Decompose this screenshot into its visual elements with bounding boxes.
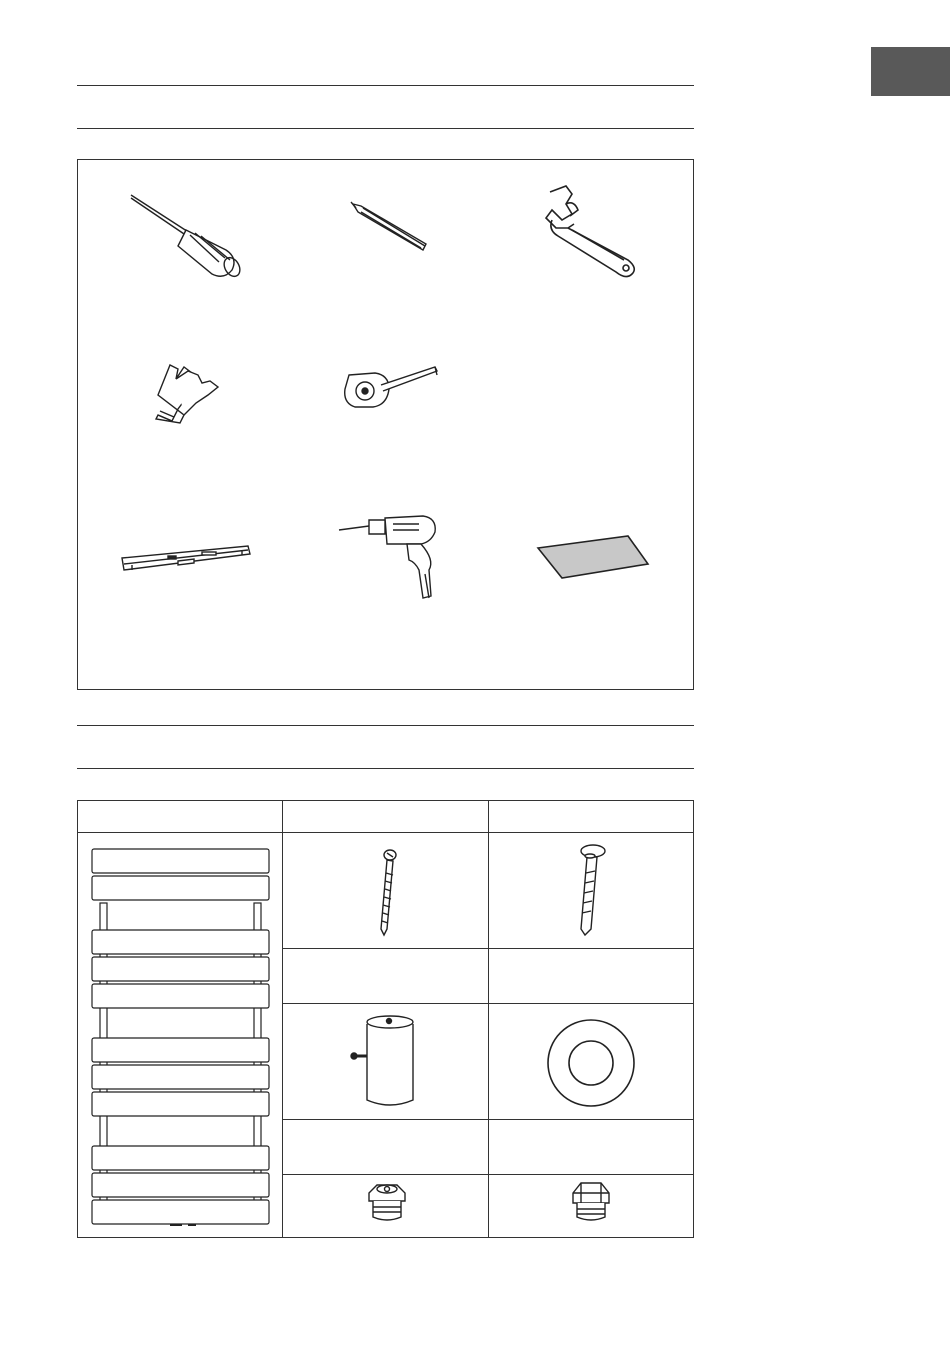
parts-header-col3: [489, 801, 693, 833]
tools-box: [77, 159, 694, 690]
parts-header-label: [489, 801, 693, 813]
bracket-icon: [283, 1004, 489, 1120]
part-wall-plug-image: [489, 833, 693, 949]
part-wall-plug-label: [489, 949, 693, 961]
pencil-icon: [303, 180, 508, 310]
part-cover-ring-label-cell: [489, 1120, 693, 1175]
radiator-cell: [78, 833, 283, 1237]
part-valve-plug-image: [283, 1175, 489, 1237]
part-bracket-image: [283, 1004, 489, 1120]
gloves-icon: [98, 345, 303, 475]
rule-top: [77, 85, 694, 86]
tool-tape-measure: [303, 345, 508, 475]
parts-header-label: [283, 801, 488, 813]
protective-sheet-icon: [508, 510, 713, 640]
parts-header-label: [78, 801, 282, 813]
part-bleed-plug-image: [489, 1175, 693, 1237]
screwdriver-icon: [98, 180, 303, 310]
parts-header-col2: [283, 801, 489, 833]
rule-parts-top: [77, 725, 694, 726]
cover-ring-icon: [489, 1004, 693, 1120]
parts-header-radiator: [78, 801, 283, 833]
bleed-plug-icon: [489, 1175, 693, 1237]
part-cover-ring-image: [489, 1004, 693, 1120]
part-screw-label: [283, 949, 488, 961]
tool-gloves: [98, 345, 303, 475]
tape-measure-icon: [303, 345, 508, 475]
spirit-level-icon: [98, 510, 303, 640]
tool-power-drill: [303, 510, 508, 640]
rule-tools-bottom: [77, 128, 694, 129]
screw-icon: [283, 833, 489, 949]
tool-adjustable-wrench: [508, 180, 713, 310]
part-bracket-label-cell: [283, 1120, 489, 1175]
tool-spirit-level: [98, 510, 303, 640]
parts-table: [77, 800, 694, 1238]
part-bracket-label: [283, 1120, 488, 1132]
tool-pencil: [303, 180, 508, 310]
chapter-tab: [871, 47, 950, 96]
part-screw-image: [283, 833, 489, 949]
wrench-icon: [508, 180, 713, 310]
part-wall-plug-label-cell: [489, 949, 693, 1004]
part-cover-ring-label: [489, 1120, 693, 1132]
tool-screwdriver: [98, 180, 303, 310]
towel-radiator-icon: [78, 833, 283, 1237]
wall-plug-icon: [489, 833, 693, 949]
tool-protective-sheet: [508, 510, 713, 640]
valve-plug-icon: [283, 1175, 489, 1237]
part-screw-label-cell: [283, 949, 489, 1004]
rule-parts-bottom: [77, 768, 694, 769]
drill-icon: [303, 510, 508, 640]
